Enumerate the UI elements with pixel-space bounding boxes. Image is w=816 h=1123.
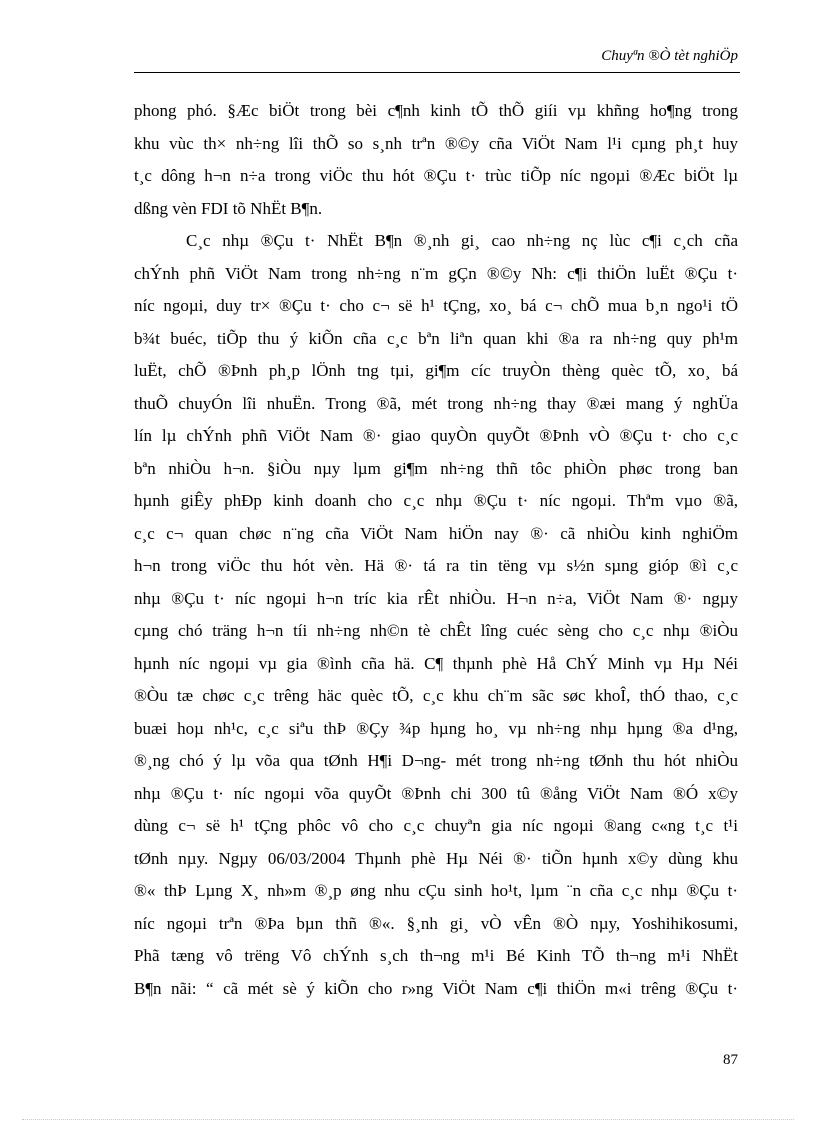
page-number: 87 xyxy=(723,1052,738,1068)
text-line: thuÕ chuyÓn lîi nhuËn. Trong ®ã, mét trong nh÷ng thay ®æi mang ý nghÜa xyxy=(134,393,738,413)
text-line: níc ngoµi, duy tr× ®Çu t· cho c¬ së h¹ tÇng, xo¸ bá c¬ chÕ mua b¸n ngo¹i tÖ xyxy=(134,296,738,315)
text-line: tØnh nµy. Ngµy 06/03/2004 Thµnh phè Hµ Néi ®· tiÕn hµnh x©y dùng khu xyxy=(134,848,738,868)
text-line: t¸c dông h¬n n÷a trong viÖc thu hót ®Çu t· trùc tiÕp níc ngoµi ®Æc biÖt lµ xyxy=(134,166,738,185)
text-line: níc ngoµi trªn ®Þa bµn thñ ®«. §¸nh gi¸ vÒ vÊn ®Ò nµy, Yoshihikosumi, xyxy=(134,913,738,933)
header-divider xyxy=(134,72,740,73)
text-line: ®¸ng chó ý lµ võa qua tØnh H¶i D¬ng- mét trong nh÷ng tØnh thu hót nhiÒu xyxy=(134,751,738,770)
text-line: lín lµ chÝnh phñ ViÖt Nam ®· giao quyÒn quyÕt ®Þnh vÒ ®Çu t· cho c¸c xyxy=(134,426,738,445)
text-line: ®« thÞ Lµng X¸ nh»m ®¸p øng nhu cÇu sinh ho¹t, lµm ¨n cña c¸c nhµ ®Çu t· xyxy=(134,881,738,900)
text-line: luËt, chÕ ®Þnh ph¸p lÖnh tng tµi, gi¶m cíc truyÒn thèng quèc tÕ, xo¸ bá xyxy=(134,361,738,380)
text-line: C¸c nhµ ®Çu t· NhËt B¶n ®¸nh gi¸ cao nh÷ng nç lùc c¶i c¸ch cña xyxy=(186,231,738,250)
body-text xyxy=(134,95,738,1005)
text-line: phong phó. §Æc biÖt trong bèi c¶nh kinh tÕ thÕ giíi vµ khñng ho¶ng trong xyxy=(134,101,738,120)
text-line: buæi hoµ nh¹c, c¸c siªu thÞ ®Çy ¾p hµng ho¸ vµ nh÷ng nhµ hµng ®a d¹ng, xyxy=(134,718,738,738)
text-line: Phã tæng vô trëng Vô chÝnh s¸ch th¬ng m¹i Bé Kinh TÕ th¬ng m¹i NhËt xyxy=(134,946,738,965)
text-line: h¬n trong viÖc thu hót vèn. Hä ®· tá ra tin tëng vµ s½n sµng gióp ®ì c¸c xyxy=(134,556,738,575)
text-line: dùng c¬ së h¹ tÇng phôc vô cho c¸c chuyªn gia níc ngoµi ®ang c«ng t¸c t¹i xyxy=(134,816,738,835)
text-line: nhµ ®Çu t· níc ngoµi h¬n tríc kia rÊt nhiÒu. H¬n n÷a, ViÖt Nam ®· ngµy xyxy=(134,588,738,608)
text-line: c¸c c¬ quan chøc n¨ng cña ViÖt Nam hiÖn nay ®· cã nhiÒu kinh nghiÖm xyxy=(134,523,738,543)
running-header: Chuyªn ®Ò tèt nghiÖp xyxy=(601,48,738,64)
text-line: ®Òu tæ chøc c¸c trêng häc quèc tÕ, c¸c khu ch¨m sãc søc khoÎ, thÓ thao, c¸c xyxy=(134,686,738,705)
text-line: hµnh níc ngoµi vµ gia ®ình cña hä. C¶ thµnh phè Hå ChÝ Minh vµ Hµ Néi xyxy=(134,653,738,673)
text-line: cµng chó träng h¬n tíi nh÷ng nh©n tè chÊt lîng cuéc sèng cho c¸c nhµ ®iÒu xyxy=(134,621,738,640)
text-line: khu vùc th× nh÷ng lîi thÕ so s¸nh trªn ®©y cña ViÖt Nam l¹i cµng ph¸t huy xyxy=(134,133,738,153)
text-line: chÝnh phñ ViÖt Nam trong nh÷ng n¨m gÇn ®©y Nh: c¶i thiÖn luËt ®Çu t· xyxy=(134,263,738,283)
text-line: B¶n nãi: “ cã mét sè ý kiÕn cho r»ng ViÖt Nam c¶i thiÖn m«i trêng ®Çu t· xyxy=(134,978,738,998)
text-line: nhµ ®Çu t· níc ngoµi võa quyÕt ®Þnh chi 300 tû ®ång ViÖt Nam ®Ó x©y xyxy=(134,783,738,803)
text-line: b¾t buéc, tiÕp thu ý kiÕn cña c¸c bªn liªn quan khi ®a ra nh÷ng quy ph¹m xyxy=(134,328,738,348)
text-line: bªn nhiÒu h¬n. §iÒu nµy lµm gi¶m nh÷ng thñ tôc phiÒn phøc trong ban xyxy=(134,458,738,478)
page-bottom-divider xyxy=(22,1119,794,1120)
text-line: dßng vèn FDI tõ NhËt B¶n. xyxy=(134,198,323,218)
text-line: hµnh giÊy phÐp kinh doanh cho c¸c nhµ ®Çu t· níc ngoµi. Thªm vµo ®ã, xyxy=(134,491,738,510)
